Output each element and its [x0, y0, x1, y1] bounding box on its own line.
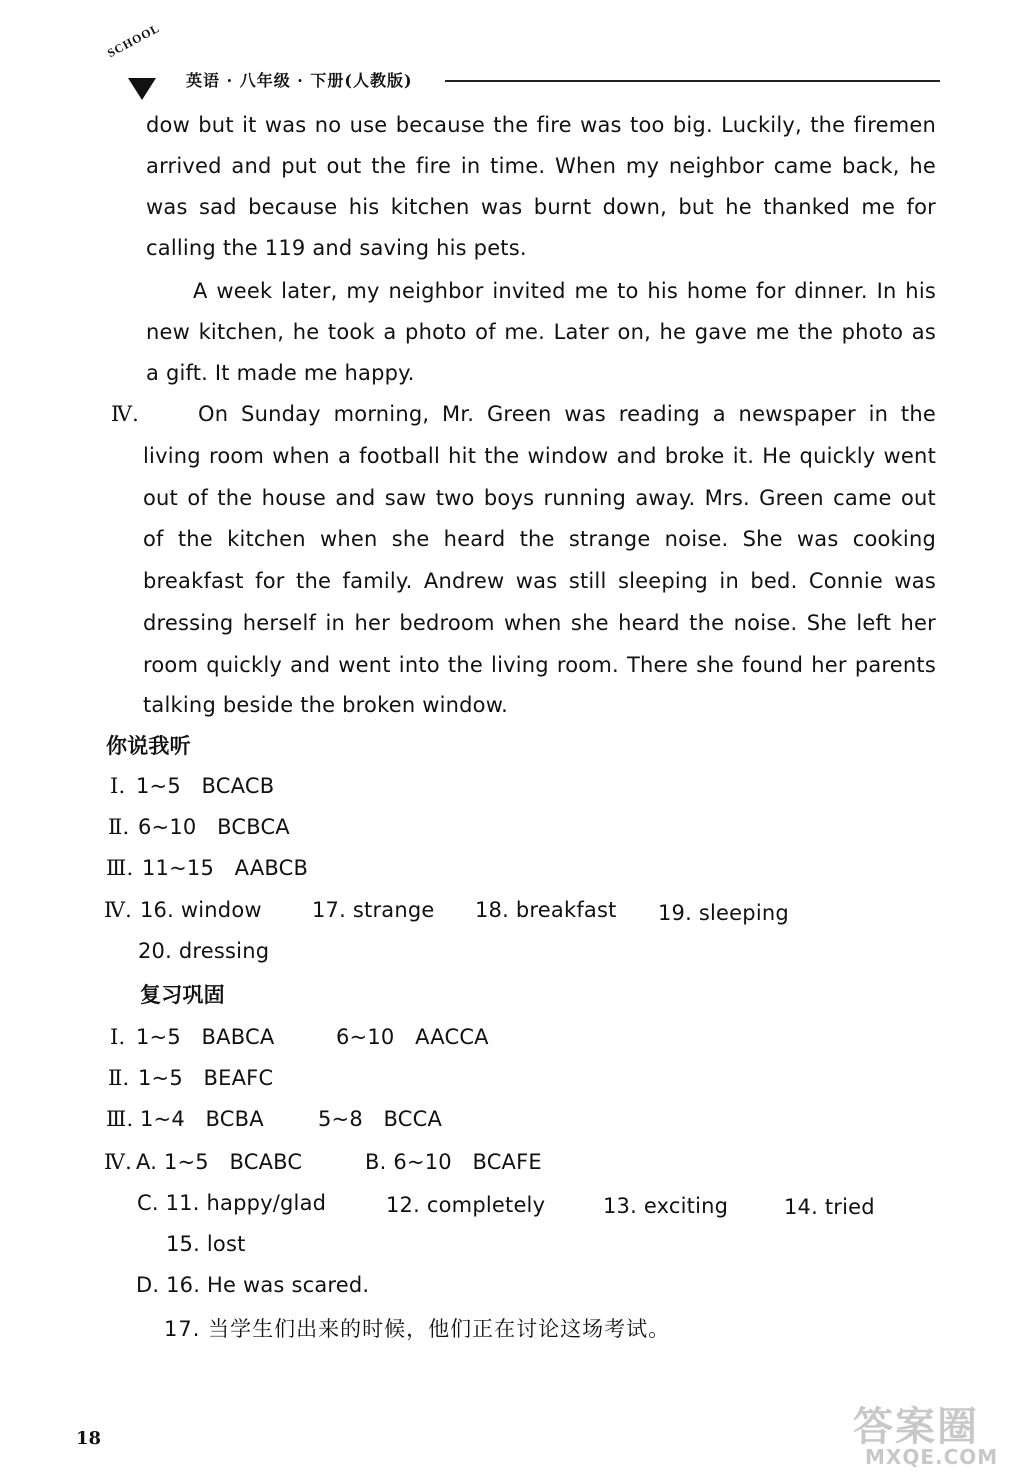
answer-text: 16. window	[140, 898, 262, 922]
passage-line: a gift. It made me happy.	[146, 361, 415, 385]
section-iv-line: room quickly and went into the living room. There she found her parents	[143, 653, 936, 677]
school-logo	[100, 20, 180, 108]
answer-label: Ⅲ.	[106, 1107, 134, 1131]
answer-text: 1~4 BCBA	[140, 1107, 264, 1131]
section-iv-line: breakfast for the family. Andrew was still sleeping in bed. Connie was	[143, 569, 936, 593]
section-iv-line: talking beside the broken window.	[143, 693, 509, 717]
section-iv-line: of the kitchen when she heard the strange noise. She was cooking	[143, 527, 936, 551]
header-rule	[445, 80, 940, 82]
listening-title: 你说我听	[106, 734, 191, 758]
answer-label: Ⅳ.	[104, 1150, 133, 1174]
answer-text: 6~10 BCBCA	[138, 815, 290, 839]
logo-text: SCHOOL	[104, 20, 163, 61]
answer-text: 17. 当学生们出来的时候，他们正在讨论这场考试。	[164, 1317, 671, 1341]
passage-line: new kitchen, he took a photo of me. Later on, he gave me the photo as	[146, 320, 936, 344]
logo-arrow-icon	[128, 78, 156, 100]
answer-text: 14. tried	[784, 1195, 875, 1219]
watermark-logo-text: 答案圈	[853, 1404, 979, 1450]
passage-line: arrived and put out the fire in time. When my neighbor came back, he	[146, 154, 936, 178]
answer-text: 5~8 BCCA	[318, 1107, 443, 1131]
site-watermark	[845, 1395, 1015, 1473]
answer-text: 1~5 BABCA	[136, 1025, 275, 1049]
answer-label: Ⅰ.	[110, 1025, 126, 1049]
passage-line: A week later, my neighbor invited me to his home for dinner. In his	[193, 279, 936, 303]
section-iv-label: Ⅳ.	[111, 402, 140, 426]
answer-text: 12. completely	[386, 1193, 546, 1217]
answer-text: A. 1~5 BCABC	[136, 1150, 303, 1174]
page-header	[100, 20, 940, 108]
answer-text: 13. exciting	[603, 1194, 729, 1218]
section-iv-line: out of the house and saw two boys running away. Mrs. Green came out	[143, 486, 936, 510]
answer-text: 20. dressing	[138, 939, 270, 963]
passage-line: was sad because his kitchen was burnt down, but he thanked me for	[146, 195, 936, 219]
review-title: 复习巩固	[140, 983, 225, 1007]
answer-text: C. 11. happy/glad	[137, 1191, 327, 1215]
answer-text: 6~10 AACCA	[336, 1025, 489, 1049]
answer-text: 18. breakfast	[475, 898, 617, 922]
answer-text: 11~15 AABCB	[142, 856, 309, 880]
answer-text: D. 16. He was scared.	[136, 1273, 370, 1297]
answer-label: Ⅱ.	[108, 1066, 130, 1090]
answer-text: B. 6~10 BCAFE	[365, 1150, 542, 1174]
section-iv-line: dressing herself in her bedroom when she heard the noise. She left her	[143, 611, 936, 635]
answer-text: 15. lost	[166, 1232, 246, 1256]
answer-label: Ⅰ.	[110, 774, 126, 798]
section-iv-line: On Sunday morning, Mr. Green was reading a newspaper in the	[198, 402, 936, 426]
watermark-url: MXQE.COM	[865, 1445, 999, 1469]
section-iv-line: living room when a football hit the window and broke it. He quickly went	[143, 444, 936, 468]
answer-text: 1~5 BCACB	[136, 774, 275, 798]
answer-text: 1~5 BEAFC	[138, 1066, 274, 1090]
answer-label: Ⅲ.	[106, 856, 134, 880]
book-title: 英语 · 八年级 · 下册(人教版)	[186, 71, 413, 90]
passage-line: calling the 119 and saving his pets.	[146, 236, 527, 260]
answer-text: 17. strange	[312, 898, 435, 922]
answer-label: Ⅳ.	[104, 898, 133, 922]
answer-text: 19. sleeping	[658, 901, 789, 925]
passage-line: dow but it was no use because the fire was too big. Luckily, the firemen	[146, 113, 936, 137]
page-number: 18	[76, 1428, 102, 1449]
answer-label: Ⅱ.	[108, 815, 130, 839]
